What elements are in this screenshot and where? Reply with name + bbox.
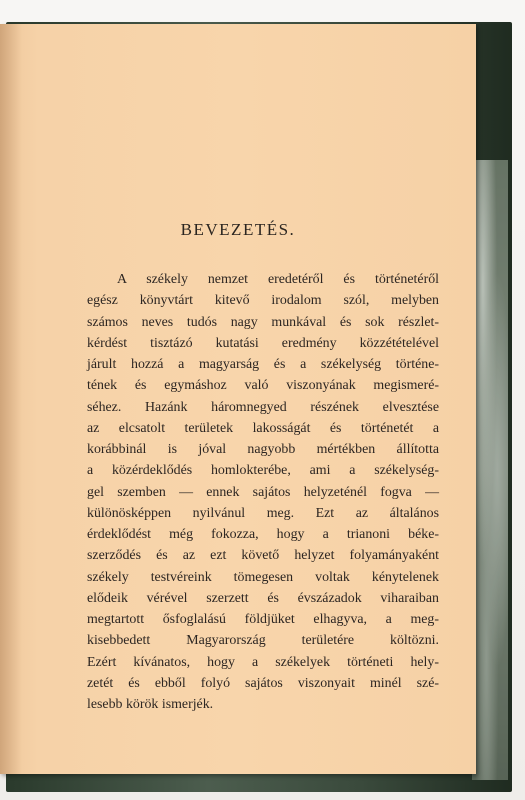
text-line: járult hozzá a magyarság és a székelység történe-	[87, 357, 439, 372]
text-line: séhez. Hazánk háromnegyed részének elvesztése	[87, 399, 439, 415]
chapter-heading: BEVEZETÉS.	[180, 220, 296, 239]
page-gutter-shadow	[0, 24, 22, 774]
text-line: kisebbedett Magyarország területére költözni.	[87, 633, 439, 649]
text-line: tének és egymáshoz való viszonyának megismeré-	[87, 378, 439, 394]
text-line: elődeik vérével szerzett és évszázadok viharaiban	[87, 590, 439, 606]
text-line: korábbinál is jóval nagyobb mértékben állította	[87, 442, 439, 457]
text-line: egész könyvtárt kitevő irodalom szól, melyben	[87, 293, 439, 309]
text-line: megtartott ősfoglalású földjüket elhagyva, a meg-	[87, 612, 439, 627]
text-line: Ezért kívánatos, hogy a székelyek történeti hely-	[87, 654, 439, 670]
text-line: szerződés és az ezt követő helyzet folyamányaként	[87, 548, 439, 564]
text-line: az elcsatolt területek lakosságát és történetét a	[87, 420, 439, 436]
text-line: gel szemben — ennek sajátos helyzeténél fogva —	[87, 484, 439, 500]
text-line: A székely nemzet eredetéről és történetéről	[117, 272, 439, 287]
text-line: székely testvéreink tömegesen voltak kénytelenek	[87, 569, 439, 585]
text-line: kérdést tisztázó kutatási eredmény közzétételével	[87, 335, 439, 351]
text-line: a közérdeklődés homlokterébe, ami a székelység-	[87, 463, 439, 479]
text-line: lesebb körök ismerjék.	[87, 697, 214, 712]
book-page	[0, 24, 476, 774]
text-line: különösképpen nyilvánul meg. Ezt az általános	[87, 505, 439, 521]
text-line: érdeklődést még fokozza, hogy a trianoni béke-	[87, 527, 439, 542]
text-line: számos neves tudós nagy munkával és sok részlet-	[87, 314, 439, 330]
marbled-cover-edge	[472, 160, 508, 780]
text-line: zetét és ebből folyó sajátos viszonyait minél szé-	[87, 675, 439, 691]
body-paragraph	[87, 269, 439, 715]
